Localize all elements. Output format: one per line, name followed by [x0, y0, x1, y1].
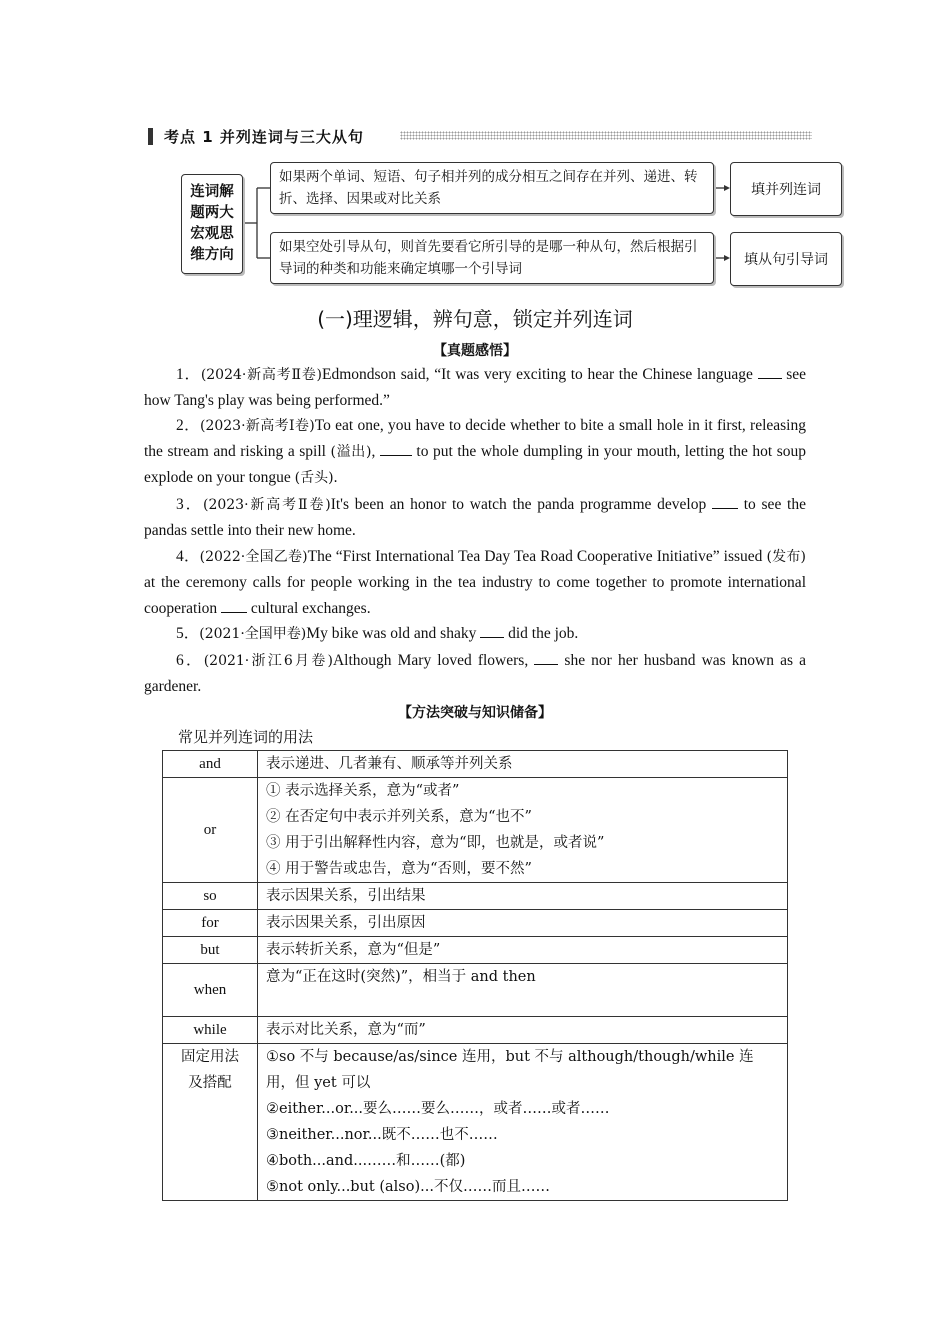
row-value: 表示对比关系，意为“而”	[258, 1017, 788, 1044]
branch2-result: 填从句引导词	[730, 232, 842, 286]
answer-blank[interactable]	[758, 366, 782, 379]
table-row	[163, 778, 788, 883]
row-key: 固定用法及搭配	[163, 1044, 258, 1201]
row-key: but	[163, 937, 258, 964]
zhenti-heading: 【真题感悟】	[433, 343, 517, 359]
answer-blank[interactable]	[480, 625, 504, 638]
row-value: 表示递进、几者兼有、顺承等并列关系	[258, 751, 788, 778]
answer-blank[interactable]	[380, 443, 412, 456]
row-value: 意为“正在这时(突然)”，相当于 and then	[258, 964, 788, 1017]
usage-table-caption: 常见并列连词的用法	[178, 728, 314, 746]
table-row	[163, 1044, 788, 1201]
row-value: ① 表示选择关系，意为“或者” ② 在否定句中表示并列关系，意为“也不” ③ 用于引出解释性内容，意为“即，也就是，或者说” ④ 用于警告或忠告，意为“否则，要不然”	[258, 778, 788, 883]
row-value: ①so 不与 because/as/since 连用，but 不与 although/though/while 连用，但 yet 可以 ②either...or...要么……要么……，或者……或者…… ③neither...nor...既不……也不…… ④both...and...……和……(都) ⑤not only...but (also)...不仅……而且……	[258, 1044, 788, 1201]
diagram-root-label: 连词解题两大宏观思维方向	[190, 184, 234, 263]
table-row	[163, 1017, 788, 1044]
row-key: when	[163, 964, 258, 1017]
branch1-result: 填并列连词	[730, 162, 842, 216]
question-1: 1．(2024·新高考Ⅱ卷)Edmondson said, “It was very exciting to hear the Chinese language see how Tang's play was being performed.”	[144, 366, 806, 409]
conjunction-usage-table	[162, 750, 788, 1201]
thinking-diagram	[0, 0, 950, 300]
row-key: or	[163, 778, 258, 883]
question-4: 4．(2022·全国乙卷)The “First International Tea Day Tea Road Cooperative Initiative” issued (发布) at the ceremony calls for people working in the tea industry to come together to promote international cooperation cultural exchanges.	[144, 548, 806, 617]
table-row	[163, 751, 788, 778]
question-3: 3．(2023·新高考Ⅱ卷)It's been an honor to watch the panda programme develop to see the pandas settle into their new home.	[144, 496, 806, 539]
row-key: so	[163, 883, 258, 910]
row-value: 表示转折关系，意为“但是”	[258, 937, 788, 964]
row-value: 表示因果关系，引出原因	[258, 910, 788, 937]
topic-title: 考点 1 并列连词与三大从句	[164, 128, 364, 146]
question-6: 6．(2021·浙江6月卷)Although Mary loved flowers, she nor her husband was known as a gardener.	[144, 652, 806, 695]
row-key: for	[163, 910, 258, 937]
row-key: while	[163, 1017, 258, 1044]
question-2: 2．(2023·新高考Ⅰ卷)To eat one, you have to decide whether to bite a small hole in it first, releasing the stream and risking a spill (溢出), to put the whole dumpling in your mouth, letting the hot soup explode on your tongue (舌头).	[144, 417, 807, 486]
table-row	[163, 883, 788, 910]
table-row	[163, 937, 788, 964]
answer-blank[interactable]	[534, 652, 558, 665]
row-value: 表示因果关系，引出结果	[258, 883, 788, 910]
method-heading: 【方法突破与知识储备】	[398, 705, 552, 721]
branch2-condition: 如果空处引导从句，则首先要看它所引导的是哪一种从句，然后根据引导词的种类和功能来确定填哪一个引导词	[270, 232, 714, 284]
table-row	[163, 910, 788, 937]
table-row	[163, 964, 788, 1017]
row-key: and	[163, 751, 258, 778]
section-title: (一)理逻辑，辨句意，锁定并列连词	[317, 307, 633, 331]
branch1-condition: 如果两个单词、短语、句子相并列的成分相互之间存在并列、递进、转折、选择、因果或对比关系	[270, 162, 714, 214]
answer-blank[interactable]	[712, 496, 738, 509]
answer-blank[interactable]	[221, 600, 247, 613]
question-5: 5．(2021·全国甲卷)My bike was old and shaky did the job.	[176, 625, 579, 642]
diagram-root-box	[181, 174, 243, 274]
